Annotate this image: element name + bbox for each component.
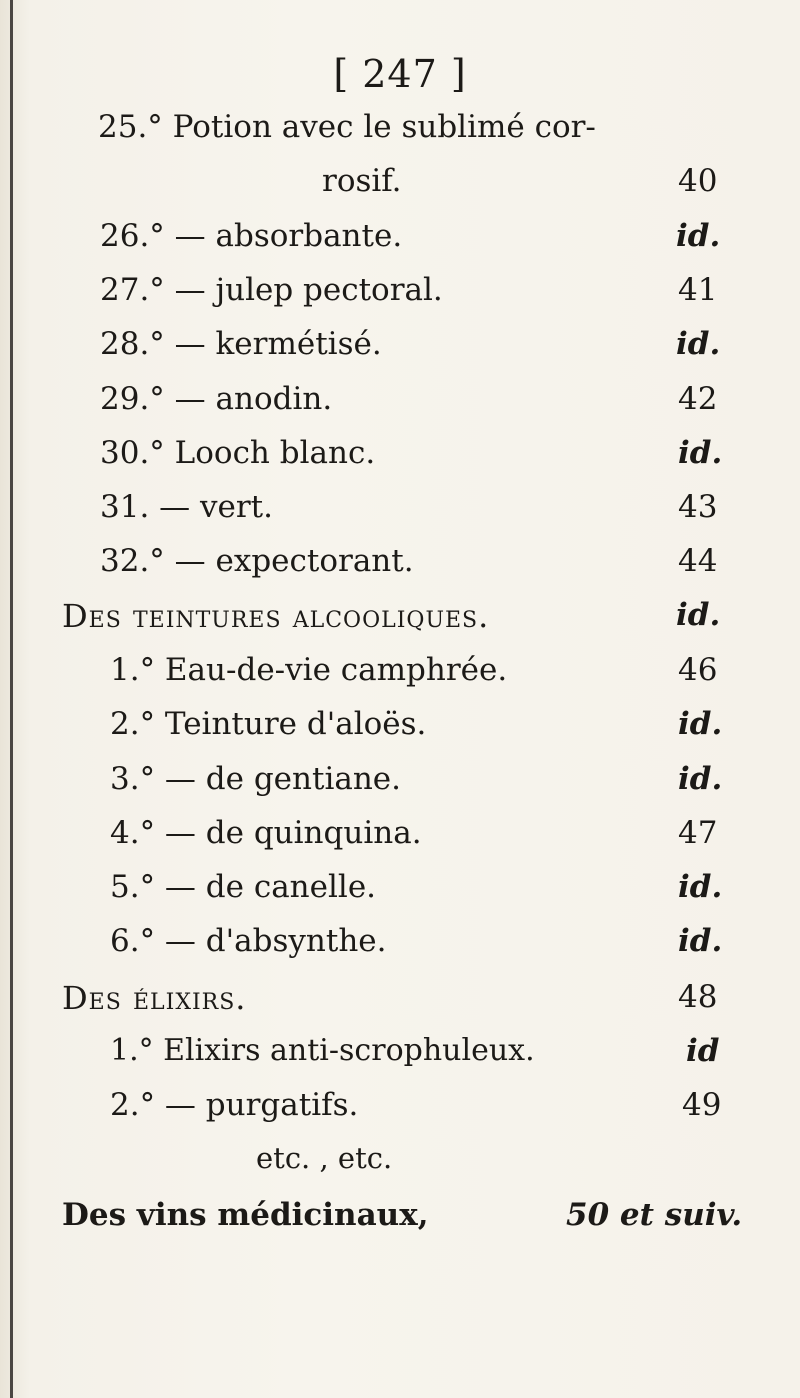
entry-30-label: 30.° Looch blanc. — [100, 435, 376, 471]
entry-28-label: 28.° — kermétisé. — [100, 326, 382, 362]
teinture-4-label: 4.° — de quinquina. — [110, 815, 422, 851]
entry-26-label: 26.° — absorbante. — [100, 218, 403, 254]
section-teintures-page: id. — [676, 597, 721, 633]
teinture-1-page: 46 — [678, 652, 718, 688]
entry-32-page: 44 — [678, 543, 718, 579]
teinture-2-page: id. — [678, 706, 723, 742]
elixir-1-page: id — [686, 1033, 720, 1069]
elixir-2-label: 2.° — purgatifs. — [110, 1087, 359, 1123]
entry-32-label: 32.° — expectorant. — [100, 543, 414, 579]
entry-28-page: id. — [676, 326, 721, 362]
teinture-4-page: 47 — [678, 815, 718, 851]
elixir-1-label: 1.° Elixirs anti-scrophuleux. — [110, 1033, 535, 1068]
teinture-3-label: 3.° — de gentiane. — [110, 761, 402, 797]
entry-31-page: 43 — [678, 489, 718, 525]
elixir-2-page: 49 — [682, 1087, 722, 1123]
entry-25-cont-label: rosif. — [322, 163, 402, 199]
entry-31-label: 31. — vert. — [100, 489, 273, 525]
entry-30-page: id. — [678, 435, 723, 471]
teinture-6-label: 6.° — d'absynthe. — [110, 923, 387, 959]
entry-27-label: 27.° — julep pectoral. — [100, 272, 443, 308]
section-heading-teintures: Des teintures alcooliques. — [62, 597, 490, 635]
section-elixirs-page: 48 — [678, 979, 718, 1015]
teinture-1-label: 1.° Eau-de-vie camphrée. — [110, 652, 508, 688]
entry-27-page: 41 — [678, 272, 718, 308]
entry-25-page: 40 — [678, 163, 718, 199]
section-heading-elixirs: Des élixirs. — [62, 979, 247, 1017]
section-heading-vins: Des vins médicinaux, — [62, 1197, 429, 1233]
entry-29-label: 29.° — anodin. — [100, 381, 333, 417]
entry-26-page: id. — [676, 218, 721, 254]
section-vins-page-text: 50 et suiv. — [566, 1197, 743, 1233]
page-edge — [10, 0, 13, 1398]
entry-25-label: 25.° Potion avec le sublimé cor- — [98, 109, 596, 145]
teinture-6-page: id. — [678, 923, 723, 959]
teinture-5-page: id. — [678, 869, 723, 905]
etc-line: etc. , etc. — [256, 1141, 393, 1175]
page-number: [ 247 ] — [333, 52, 467, 96]
teinture-3-page: id. — [678, 761, 723, 797]
section-vins-page — [566, 1197, 743, 1233]
teinture-2-label: 2.° Teinture d'aloës. — [110, 706, 427, 742]
teinture-5-label: 5.° — de canelle. — [110, 869, 377, 905]
entry-29-page: 42 — [678, 381, 718, 417]
